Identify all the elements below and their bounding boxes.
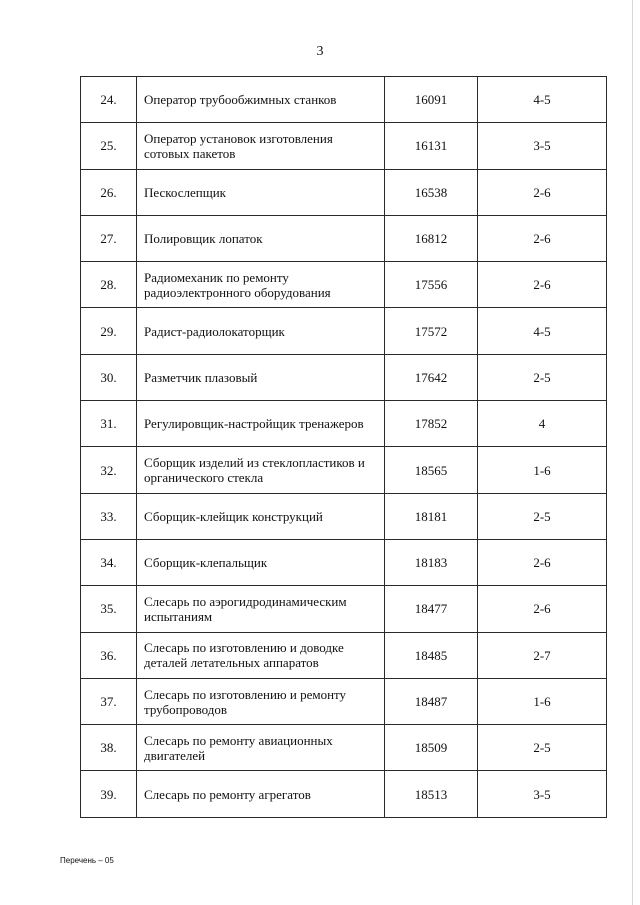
profession-code: 17642 xyxy=(385,354,478,400)
table-row xyxy=(81,447,607,493)
profession-name: Оператор установок изготовления сотовых пакетов xyxy=(137,123,385,169)
grade-range: 2-6 xyxy=(478,539,607,585)
profession-code: 16538 xyxy=(385,169,478,215)
profession-name: Слесарь по ремонту агрегатов xyxy=(137,771,385,817)
grade-range: 4 xyxy=(478,401,607,447)
profession-code: 16131 xyxy=(385,123,478,169)
footer-label: Перечень – 05 xyxy=(60,856,114,865)
profession-name: Сборщик-клейщик конструкций xyxy=(137,493,385,539)
profession-code: 18485 xyxy=(385,632,478,678)
profession-name: Регулировщик-настройщик тренажеров xyxy=(137,401,385,447)
row-number: 30. xyxy=(81,354,137,400)
grade-range: 2-6 xyxy=(478,586,607,632)
grade-range: 4-5 xyxy=(478,77,607,123)
profession-code: 16812 xyxy=(385,215,478,261)
row-number: 26. xyxy=(81,169,137,215)
table-row xyxy=(81,678,607,724)
grade-range: 2-6 xyxy=(478,169,607,215)
profession-code: 18181 xyxy=(385,493,478,539)
profession-name: Слесарь по изготовлению и ремонту трубопроводов xyxy=(137,678,385,724)
profession-code: 17556 xyxy=(385,262,478,308)
table-row xyxy=(81,262,607,308)
grade-range: 2-5 xyxy=(478,725,607,771)
row-number: 28. xyxy=(81,262,137,308)
table-row xyxy=(81,77,607,123)
table-row xyxy=(81,308,607,354)
profession-name: Разметчик плазовый xyxy=(137,354,385,400)
table-row xyxy=(81,586,607,632)
grade-range: 3-5 xyxy=(478,123,607,169)
row-number: 31. xyxy=(81,401,137,447)
row-number: 33. xyxy=(81,493,137,539)
table-row xyxy=(81,539,607,585)
profession-name: Слесарь по ремонту авиационных двигателей xyxy=(137,725,385,771)
grade-range: 2-5 xyxy=(478,493,607,539)
grade-range: 2-7 xyxy=(478,632,607,678)
profession-code: 17852 xyxy=(385,401,478,447)
row-number: 37. xyxy=(81,678,137,724)
page-number: 3 xyxy=(316,44,324,59)
row-number: 25. xyxy=(81,123,137,169)
table-row xyxy=(81,354,607,400)
row-number: 32. xyxy=(81,447,137,493)
grade-range: 1-6 xyxy=(478,678,607,724)
profession-code: 18513 xyxy=(385,771,478,817)
professions-table-body xyxy=(81,77,607,818)
profession-code: 18565 xyxy=(385,447,478,493)
table-row xyxy=(81,725,607,771)
profession-name: Радиомеханик по ремонту радиоэлектронного оборудования xyxy=(137,262,385,308)
profession-name: Радист-радиолокаторщик xyxy=(137,308,385,354)
profession-name: Сборщик-клепальщик xyxy=(137,539,385,585)
profession-name: Слесарь по аэрогидродинамическим испытаниям xyxy=(137,586,385,632)
grade-range: 4-5 xyxy=(478,308,607,354)
grade-range: 2-5 xyxy=(478,354,607,400)
table-row xyxy=(81,215,607,261)
table-row xyxy=(81,632,607,678)
profession-code: 17572 xyxy=(385,308,478,354)
profession-code: 16091 xyxy=(385,77,478,123)
row-number: 35. xyxy=(81,586,137,632)
profession-code: 18487 xyxy=(385,678,478,724)
profession-code: 18183 xyxy=(385,539,478,585)
grade-range: 2-6 xyxy=(478,215,607,261)
row-number: 36. xyxy=(81,632,137,678)
row-number: 39. xyxy=(81,771,137,817)
profession-name: Пескослепщик xyxy=(137,169,385,215)
table-row xyxy=(81,401,607,447)
page-edge xyxy=(632,0,633,905)
table-row xyxy=(81,493,607,539)
row-number: 24. xyxy=(81,77,137,123)
grade-range: 1-6 xyxy=(478,447,607,493)
grade-range: 2-6 xyxy=(478,262,607,308)
row-number: 38. xyxy=(81,725,137,771)
row-number: 34. xyxy=(81,539,137,585)
profession-name: Слесарь по изготовлению и доводке деталей летательных аппаратов xyxy=(137,632,385,678)
professions-table xyxy=(80,76,607,818)
grade-range: 3-5 xyxy=(478,771,607,817)
row-number: 29. xyxy=(81,308,137,354)
row-number: 27. xyxy=(81,215,137,261)
table-row xyxy=(81,123,607,169)
profession-code: 18477 xyxy=(385,586,478,632)
profession-name: Полировщик лопаток xyxy=(137,215,385,261)
profession-name: Оператор трубообжимных станков xyxy=(137,77,385,123)
profession-name: Сборщик изделий из стеклопластиков и органического стекла xyxy=(137,447,385,493)
profession-code: 18509 xyxy=(385,725,478,771)
table-row xyxy=(81,169,607,215)
table-row xyxy=(81,771,607,817)
